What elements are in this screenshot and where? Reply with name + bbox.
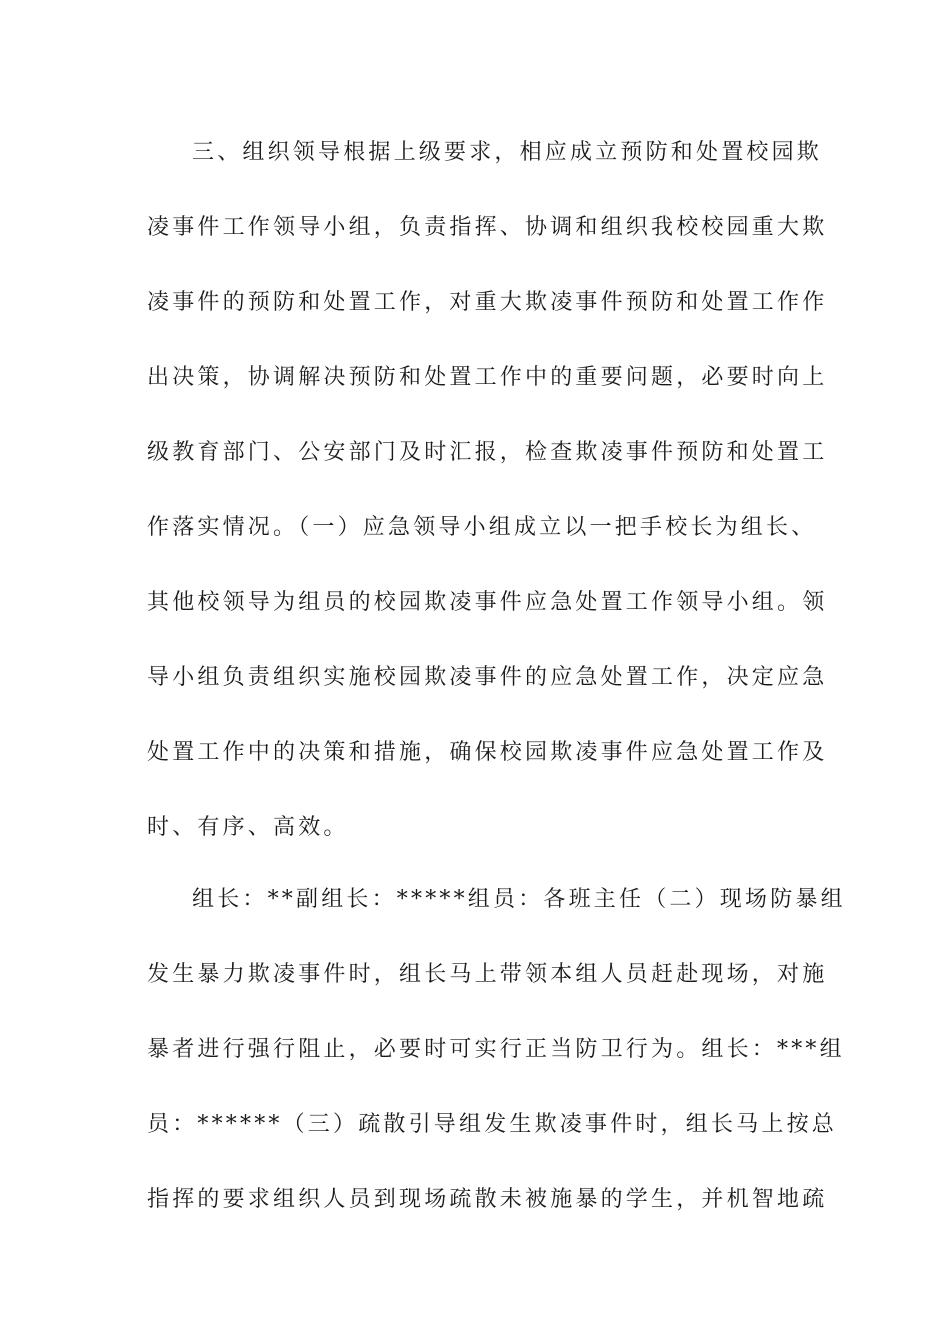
paragraph-2-line-5: 指挥的要求组织人员到现场疏散未被施暴的学生，并机智地疏 (147, 1187, 828, 1212)
paragraph-2-line-1: 组长：**副组长：*****组员：各班主任（二）现场防暴组 (192, 887, 846, 912)
paragraph-1-line-7: 其他校领导为组员的校园欺凌事件应急处置工作领导小组。领 (147, 590, 828, 615)
paragraph-1-line-9: 处置工作中的决策和措施，确保校园欺凌事件应急处置工作及 (147, 740, 828, 765)
paragraph-1-line-3: 凌事件的预防和处置工作，对重大欺凌事件预防和处置工作作 (147, 290, 828, 315)
paragraph-1-line-1: 三、组织领导根据上级要求，相应成立预防和处置校园欺 (192, 140, 823, 165)
paragraph-1-line-10: 时、有序、高效。 (147, 815, 349, 840)
paragraph-2-line-3: 暴者进行强行阻止，必要时可实行正当防卫行为。组长：***组 (147, 1037, 845, 1062)
paragraph-1-line-5: 级教育部门、公安部门及时汇报，检查欺凌事件预防和处置工 (147, 440, 828, 465)
paragraph-1-line-4: 出决策，协调解决预防和处置工作中的重要问题，必要时向上 (147, 365, 828, 390)
paragraph-2-line-4: 员：******（三）疏散引导组发生欺凌事件时，组长马上按总 (147, 1112, 838, 1137)
paragraph-2-line-2: 发生暴力欺凌事件时，组长马上带领本组人员赶赴现场，对施 (147, 962, 828, 987)
paragraph-1-line-8: 导小组负责组织实施校园欺凌事件的应急处置工作，决定应急 (147, 665, 828, 690)
paragraph-1-line-2: 凌事件工作领导小组，负责指挥、协调和组织我校校园重大欺 (147, 215, 828, 240)
paragraph-1-line-6: 作落实情况。（一）应急领导小组成立以一把手校长为组长、 (147, 515, 817, 540)
